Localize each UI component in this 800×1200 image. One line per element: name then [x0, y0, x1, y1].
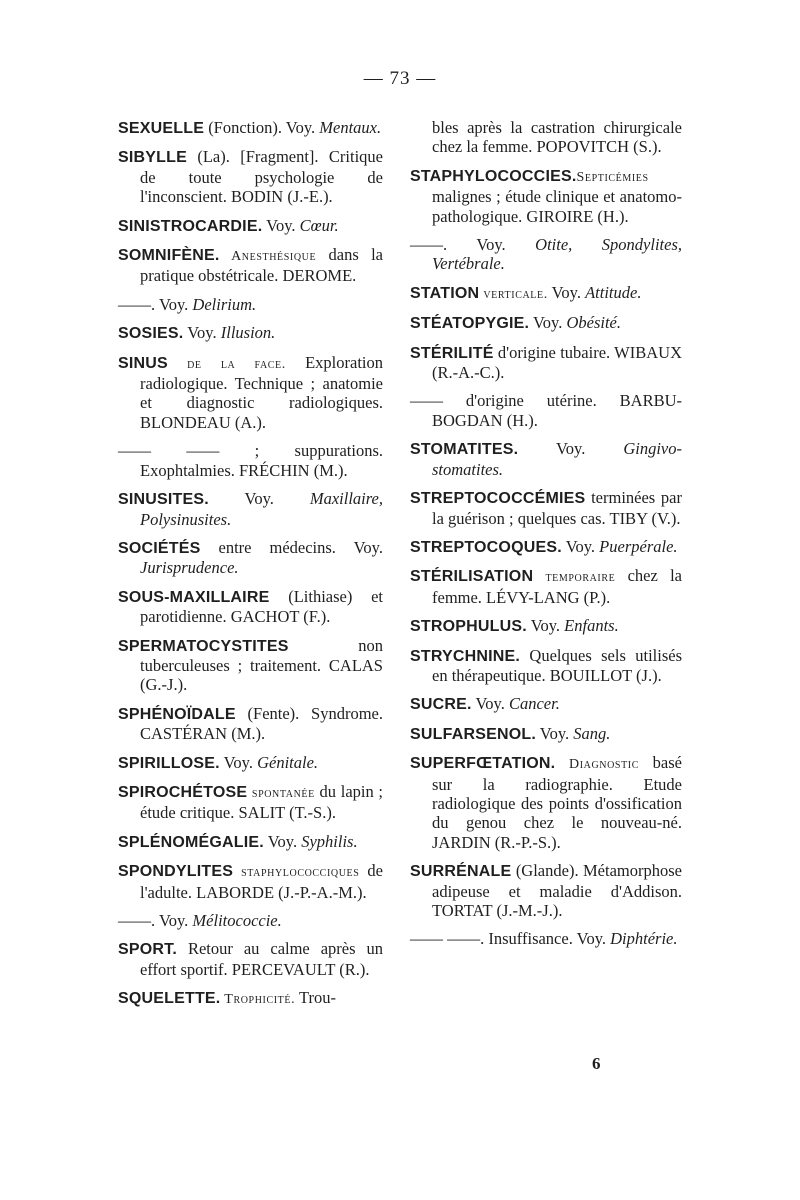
- headword: SOMNIFÈNE.: [118, 247, 220, 265]
- entry-text: Insuffisance. Voy.: [488, 929, 611, 949]
- entry-text: dans la pratique obstétricale. DEROME.: [140, 245, 383, 286]
- cross-reference: Cœur.: [299, 215, 339, 235]
- qualifier: Anesthésique: [219, 249, 317, 265]
- index-entry: [118, 118, 383, 138]
- index-entry: [118, 587, 383, 627]
- entry-text: Retour au calme après un effort sportif. PERCEVAULT (R.).: [140, 939, 383, 979]
- entry-text: bles après la castration chirurgicale chez la femme. POPOVITCH (S.).: [432, 118, 682, 157]
- index-entry: [118, 489, 383, 529]
- headword: SPHÉNOÏDALE: [118, 705, 236, 723]
- headword: STÉRILISATION: [410, 568, 534, 586]
- cross-reference: Obésité.: [566, 313, 621, 333]
- index-column-right: [410, 118, 682, 958]
- entry-text: non tuberculeuses ; traitement. CALAS (G.-J.).: [140, 635, 383, 695]
- cross-reference: Maxillaire, Polysinusites.: [140, 489, 383, 529]
- headword: SEXUELLE: [118, 120, 205, 137]
- entry-text: Voy.: [471, 694, 509, 714]
- headword: SQUELETTE.: [118, 990, 221, 1008]
- headword: SOSIES.: [118, 325, 184, 343]
- headword: SOUS-MAXILLAIRE: [118, 588, 270, 606]
- entry-text: Voy.: [158, 294, 193, 314]
- repeat-dash: ——: [410, 391, 466, 411]
- entry-text: (Fente). Syndrome. CASTÉRAN (M.).: [140, 703, 383, 744]
- index-entry: [410, 646, 682, 686]
- headword: SPIROCHÉTOSE: [118, 783, 248, 801]
- repeat-dash: ——.: [118, 294, 159, 314]
- cross-reference: Delirium.: [192, 294, 257, 314]
- signature-mark: 6: [592, 1054, 601, 1073]
- index-column-left: [118, 118, 383, 1019]
- entry-text: Exploration radiologique. Technique ; anatomie et diagnostic radiologiques. BLONDEAU (A.).: [140, 352, 383, 432]
- entry-text: (La). [Fragment]. Critique de toute psychologie de l'inconscient. BODIN (J.-E.).: [140, 147, 383, 207]
- index-entry: [410, 283, 682, 304]
- cross-reference: Enfants.: [564, 616, 619, 636]
- entry-text: d'origine tubaire. WIBAUX (R.-A.-C.).: [432, 342, 682, 383]
- index-entry: [410, 118, 682, 157]
- index-entry: [118, 782, 383, 823]
- headword: STREPTOCOCCÉMIES: [410, 490, 586, 508]
- headword: STATION: [410, 284, 480, 302]
- index-entry: [118, 216, 383, 236]
- cross-reference: Génitale.: [257, 752, 319, 772]
- headword: STRYCHNINE.: [410, 647, 521, 665]
- index-entry: [410, 488, 682, 528]
- repeat-dash: —— ——.: [410, 929, 489, 949]
- entry-text: (Fonction). Voy.: [204, 118, 320, 137]
- entry-text: Quelques sels utilisés en thérapeutique. BOUILLOT (J.).: [432, 645, 682, 685]
- entry-text: terminées par la guérison ; quelques cas. TIBY (V.).: [432, 488, 682, 528]
- qualifier: staphylococciques: [233, 865, 360, 881]
- index-entry: [118, 636, 383, 695]
- entry-text: basé sur la radiographie. Etude radiologique des points d'ossification du genou chez le nouveau-né. JARDIN (R.-P.-S.).: [432, 753, 682, 852]
- headword: SOCIÉTÉS: [118, 539, 201, 557]
- headword: STAPHYLOCOCCIES.: [410, 167, 577, 185]
- entry-text: de l'adulte. LABORDE (J.-P.-A.-M.).: [140, 861, 383, 902]
- headword: STOMATITES.: [410, 441, 519, 459]
- entry-text: Voy.: [518, 439, 624, 459]
- headword: SPIRILLOSE.: [118, 754, 220, 772]
- headword: SIBYLLE: [118, 149, 187, 167]
- repeat-dash: —— ——: [118, 441, 220, 461]
- index-entry: [410, 929, 682, 948]
- headword: STREPTOCOQUES.: [410, 538, 562, 556]
- headword: SINUS: [118, 354, 168, 372]
- entry-text: Voy.: [561, 536, 600, 556]
- cross-reference: Syphilis.: [301, 831, 358, 851]
- entry-text: Voy.: [535, 723, 574, 743]
- index-entry: [118, 441, 383, 480]
- index-entry: [118, 295, 383, 314]
- index-entry: [410, 616, 682, 636]
- headword: SUPERFŒTATION.: [410, 755, 556, 773]
- index-entry: [410, 391, 682, 430]
- qualifier: temporaire: [533, 570, 616, 586]
- entry-text: (Glande). Métamorphose adipeuse et maladie d'Addison. TORTAT (J.-M.-J.).: [432, 861, 682, 920]
- entry-text: Voy.: [219, 752, 258, 772]
- cross-reference: Jurisprudence.: [140, 558, 239, 578]
- entry-text: Trou-: [295, 988, 337, 1008]
- cross-reference: Attitude.: [585, 282, 642, 302]
- cross-reference: Puerpérale.: [599, 536, 678, 556]
- page-number: — 73 —: [363, 68, 437, 89]
- headword: STÉRILITÉ: [410, 344, 494, 362]
- entry-text: Voy.: [547, 282, 586, 302]
- index-entry: [410, 694, 682, 714]
- entry-text: du lapin ; étude critique. SALIT (T.-S.).: [140, 781, 383, 823]
- repeat-dash: ——.: [410, 235, 477, 255]
- index-entry: [410, 861, 682, 920]
- index-entry: [118, 988, 383, 1009]
- qualifier: de la face.: [167, 356, 286, 372]
- index-entry: [118, 861, 383, 902]
- entry-text: Voy.: [183, 323, 221, 343]
- index-entry: [118, 538, 383, 578]
- index-entry: [410, 439, 682, 479]
- entry-text: Voy.: [526, 616, 565, 636]
- headword: SULFARSENOL.: [410, 725, 536, 743]
- headword: SPERMATOCYSTITES: [118, 637, 289, 655]
- headword: STÉATOPYGIE.: [410, 315, 530, 333]
- entry-text: Voy.: [158, 911, 193, 930]
- cross-reference: Illusion.: [220, 323, 276, 343]
- qualifier: verticale.: [479, 286, 548, 302]
- cross-reference: Gingivo-stomatites.: [432, 439, 682, 479]
- entry-text: Voy.: [263, 831, 302, 851]
- entry-text: Voy.: [262, 215, 300, 235]
- entry-text: ; suppurations. Exophtalmies. FRÉCHIN (M.).: [140, 441, 384, 480]
- entry-text: d'origine utérine. BARBU-BOGDAN (H.).: [432, 391, 682, 430]
- cross-reference: Otite, Spondylites, Vertébrale.: [432, 235, 682, 274]
- index-entry: [118, 147, 383, 206]
- index-entry: [410, 343, 682, 383]
- qualifier: spontanée: [247, 785, 315, 801]
- headword: SURRÉNALE: [410, 863, 512, 881]
- entry-text: chez la femme. LÉVY-LANG (P.).: [432, 566, 682, 607]
- index-entry: [410, 566, 682, 607]
- index-entry: [410, 724, 682, 744]
- index-entry: [118, 245, 383, 286]
- cross-reference: Diphtérie.: [610, 929, 678, 949]
- entry-text: malignes ; étude clinique et anatomo-pathologique. GIROIRE (H.).: [432, 187, 682, 226]
- index-entry: [410, 166, 682, 226]
- headword: SPONDYLITES: [118, 863, 234, 881]
- cross-reference: Mélitococcie.: [192, 911, 282, 930]
- index-entry: [410, 235, 682, 274]
- headword: SPLÉNOMÉGALIE.: [118, 833, 264, 851]
- headword: SINISTROCARDIE.: [118, 217, 263, 235]
- cross-reference: Mentaux.: [319, 118, 382, 137]
- entry-text: Voy.: [529, 313, 567, 333]
- cross-reference: Cancer.: [508, 694, 560, 714]
- qualifier: Diagnostic: [555, 757, 639, 773]
- index-entry: [118, 911, 383, 930]
- entry-text: Voy.: [476, 235, 536, 255]
- entry-text: (Lithiase) et parotidienne. GACHOT (F.).: [140, 586, 383, 627]
- index-entry: [118, 832, 383, 852]
- cross-reference: Sang.: [573, 723, 611, 743]
- index-entry: [410, 537, 682, 557]
- entry-text: entre médecins. Voy.: [200, 537, 383, 557]
- index-entry: [118, 323, 383, 343]
- index-entry: [118, 704, 383, 744]
- qualifier: Septicémies: [576, 169, 649, 185]
- headword: SPORT.: [118, 941, 177, 959]
- index-entry: [410, 753, 682, 852]
- headword: SUCRE.: [410, 696, 472, 714]
- index-entry: [118, 753, 383, 773]
- index-entry: [118, 939, 383, 979]
- qualifier: Trophicité.: [220, 992, 296, 1008]
- headword: STROPHULUS.: [410, 618, 527, 636]
- repeat-dash: ——.: [118, 911, 159, 930]
- index-entry: [410, 313, 682, 333]
- entry-text: Voy.: [208, 489, 310, 509]
- headword: SINUSITES.: [118, 491, 209, 509]
- index-entry: [118, 353, 383, 433]
